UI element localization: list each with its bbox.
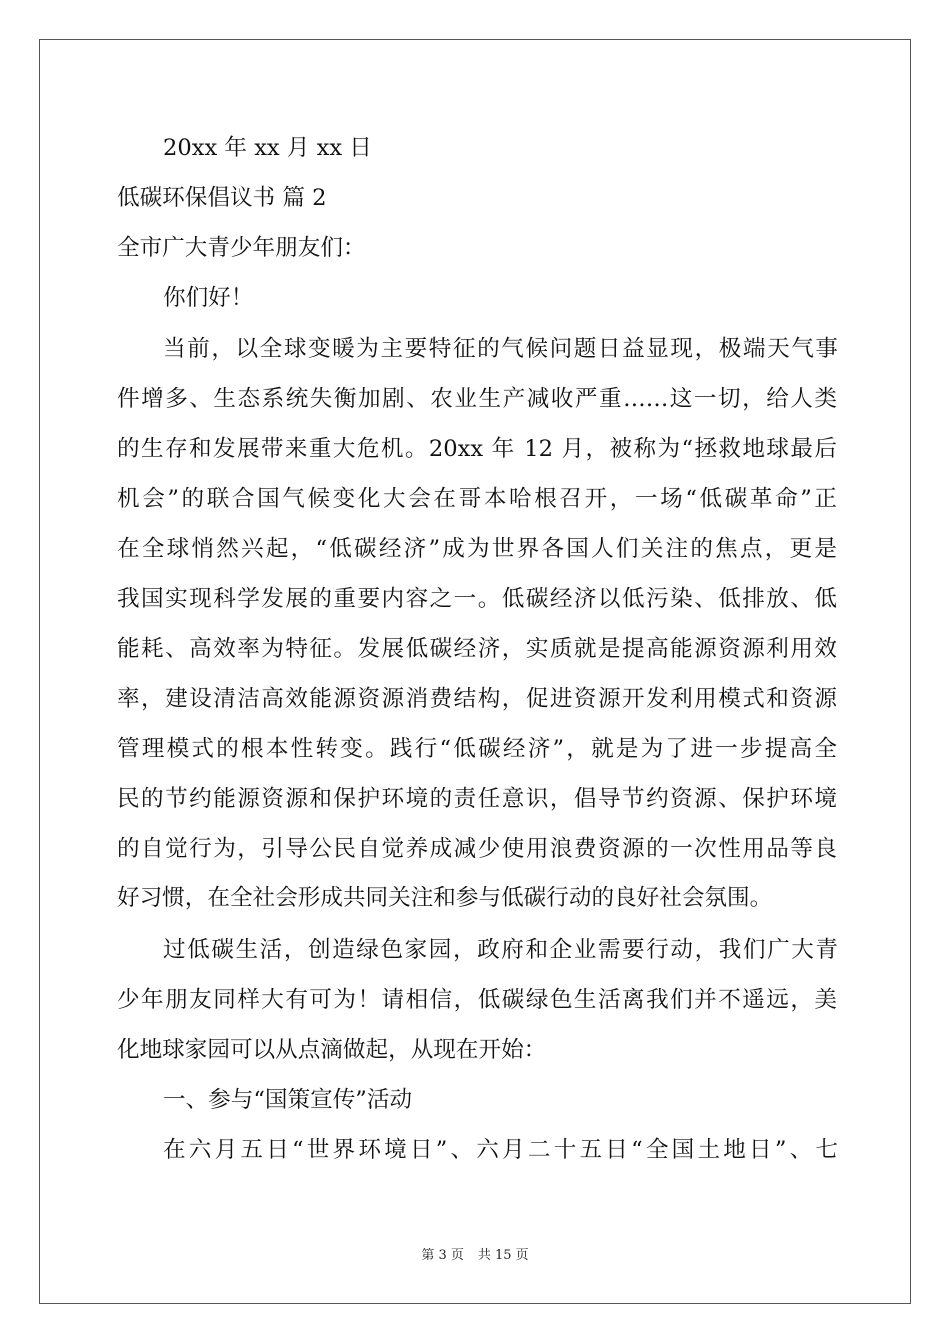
paragraph-3-line-1: 在六月五日“世界环境日”、六月二十五日“全国土地日”、七: [163, 1137, 838, 1163]
date-line: 20xx 年 xx 月 xx 日: [163, 135, 372, 161]
paragraph-1-line-2: 件增多、生态系统失衡加剧、农业生产减收严重……这一切，给人类: [117, 386, 837, 412]
greeting: 你们好！: [163, 285, 254, 311]
paragraph-1-line-5: 在全球悄然兴起，“低碳经济”成为世界各国人们关注的焦点，更是: [117, 536, 837, 562]
paragraph-1-line-4: 机会”的联合国气候变化大会在哥本哈根召开，一场“低碳革命”正: [117, 486, 837, 512]
page-total: 共 15 页: [477, 1248, 529, 1263]
paragraph-1-line-6: 我国实现科学发展的重要内容之一。低碳经济以低污染、低排放、低: [117, 586, 837, 612]
paragraph-2-line-1: 过低碳生活，创造绿色家园，政府和企业需要行动，我们广大青: [163, 937, 838, 963]
section-title: 低碳环保倡议书 篇 2: [117, 185, 327, 211]
page-number: 第 3 页: [421, 1248, 464, 1263]
paragraph-2-line-2: 少年朋友同样大有可为！请相信，低碳绿色生活离我们并不遥远，美: [117, 987, 837, 1013]
paragraph-1-line-10: 民的节约能源资源和保护环境的责任意识，倡导节约资源、保护环境: [117, 786, 837, 812]
page-footer: [0, 1247, 950, 1265]
paragraph-1-line-3: 的生存和发展带来重大危机。20xx 年 12 月，被称为“拯救地球最后: [117, 436, 837, 462]
paragraph-1-line-7: 能耗、高效率为特征。发展低碳经济，实质就是提高能源资源利用效: [117, 636, 837, 662]
subheading-policy-campaign: 一、参与“国策宣传”活动: [163, 1087, 413, 1113]
paragraph-1-line-1: 当前，以全球变暖为主要特征的气候问题日益显现，极端天气事: [163, 336, 838, 362]
paragraph-1-line-9: 管理模式的根本性转变。践行“低碳经济”，就是为了进一步提高全: [117, 736, 837, 762]
paragraph-1-line-12: 好习惯，在全社会形成共同关注和参与低碳行动的良好社会氛围。: [117, 885, 773, 911]
salutation: 全市广大青少年朋友们：: [117, 235, 366, 261]
paragraph-1-line-11: 的自觉行为，引导公民自觉养成减少使用浪费资源的一次性用品等良: [117, 836, 837, 862]
paragraph-2-line-3: 化地球家园可以从点滴做起，从现在开始：: [117, 1037, 547, 1063]
paragraph-1-line-8: 率，建设清洁高效能源资源消费结构，促进资源开发利用模式和资源: [117, 686, 837, 712]
